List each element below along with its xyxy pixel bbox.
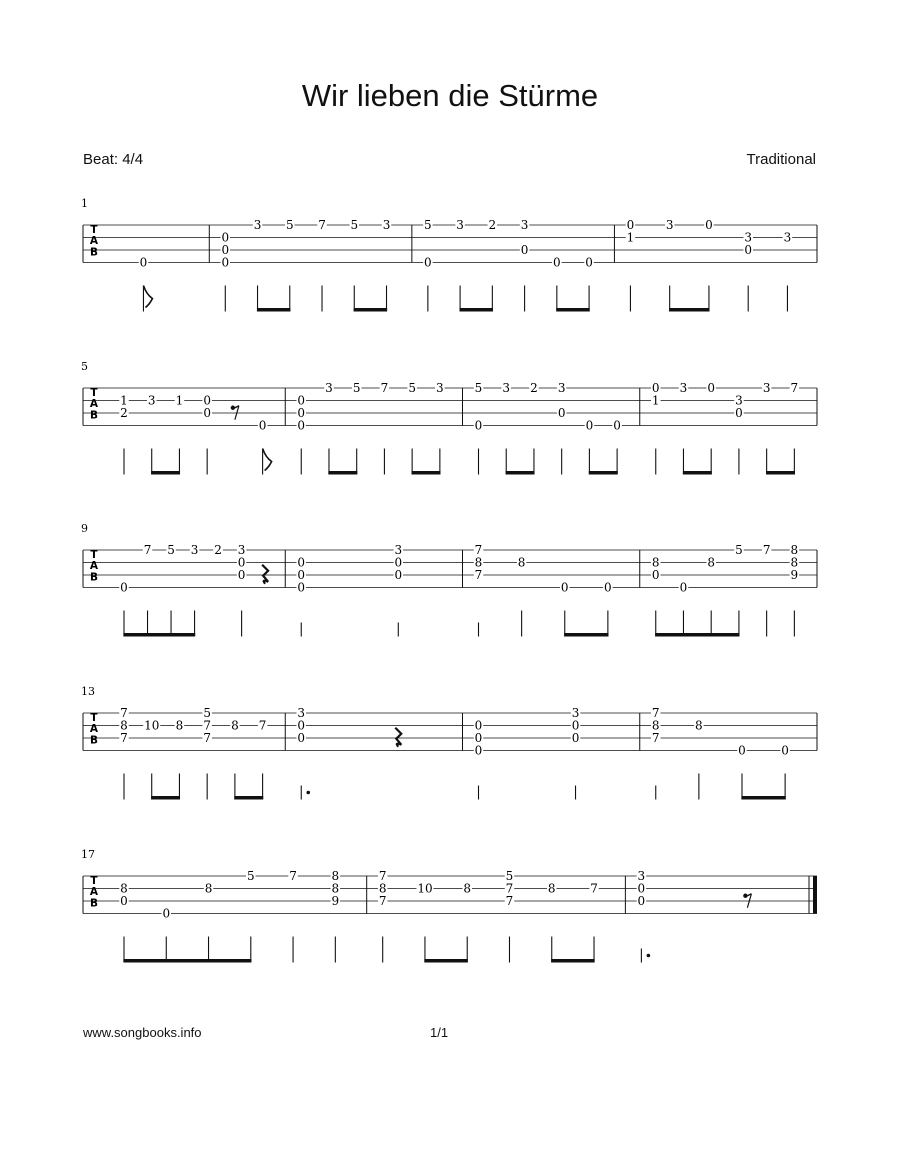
fret-number: 0: [651, 568, 660, 582]
fret-number: 5: [246, 869, 255, 883]
fret-number: 7: [143, 543, 152, 557]
eighth-flag-icon: [263, 449, 272, 471]
fret-number: 0: [571, 731, 580, 745]
note-beam: [556, 308, 589, 312]
fret-number: 1: [175, 393, 184, 408]
fret-number: 0: [221, 255, 230, 270]
fret-number: 0: [560, 580, 569, 595]
note-beam: [234, 796, 263, 800]
fret-number: 3: [665, 218, 674, 232]
fret-number: 0: [626, 218, 635, 232]
fret-number: 8: [547, 881, 556, 896]
footer-website: www.songbooks.info: [83, 1025, 202, 1040]
note-beam: [766, 471, 795, 475]
fret-number: 0: [474, 731, 483, 745]
tab-clef-letter: T: [90, 224, 98, 236]
fret-number: 0: [474, 718, 483, 733]
fret-number: 9: [331, 894, 340, 908]
time-signature-label: Beat: 4/4: [83, 151, 144, 168]
fret-number: 3: [297, 706, 306, 720]
fret-number: 7: [318, 218, 326, 232]
tab-clef-letter: B: [89, 734, 99, 747]
fret-number: 8: [463, 881, 472, 896]
note-beam: [669, 308, 709, 312]
tab-clef-letter: B: [89, 897, 99, 910]
note-beam: [354, 308, 387, 312]
fret-number: 0: [637, 894, 646, 908]
fret-number: 3: [571, 706, 580, 720]
fret-number: 0: [297, 406, 306, 420]
song-title: Wir lieben die Stürme: [301, 78, 599, 113]
tab-clef-letter: B: [89, 571, 99, 584]
tab-clef-letter: T: [90, 875, 98, 887]
fret-number: 0: [297, 580, 306, 595]
fret-number: 2: [214, 543, 222, 557]
fret-number: 3: [762, 381, 771, 395]
tab-clef-letter: A: [89, 723, 99, 736]
composer-label: Traditional: [746, 151, 816, 168]
fret-number: 7: [474, 543, 483, 557]
fret-number: 0: [520, 243, 529, 257]
fret-number: 0: [203, 393, 211, 408]
fret-number: 0: [297, 731, 306, 745]
fret-number: 7: [289, 869, 297, 883]
note-beam: [683, 471, 712, 475]
tab-clef-letter: B: [89, 409, 99, 422]
fret-number: 10: [144, 718, 160, 733]
fret-number: 0: [679, 580, 688, 595]
fret-number: 8: [120, 718, 128, 733]
note-beam: [424, 959, 467, 963]
tab-clef-letter: A: [89, 560, 99, 573]
fret-number: 0: [705, 218, 713, 232]
fret-number: 5: [424, 218, 432, 232]
fret-number: 3: [253, 218, 262, 232]
dot-icon: [647, 954, 651, 958]
fret-number: 7: [120, 706, 128, 720]
fret-number: 3: [557, 381, 566, 395]
fret-number: 2: [488, 218, 497, 232]
fret-number: 7: [474, 568, 483, 582]
fret-number: 3: [325, 381, 333, 395]
note-beam: [123, 959, 251, 963]
fret-number: 8: [695, 718, 703, 733]
tab-clef-letter: A: [89, 235, 99, 248]
note-beam: [151, 471, 180, 475]
tab-system: [81, 360, 817, 475]
fret-number: 7: [590, 881, 598, 896]
quarter-rest-icon: [262, 565, 268, 584]
note-beam: [328, 471, 357, 475]
fret-number: 0: [781, 743, 789, 758]
fret-number: 0: [557, 406, 566, 420]
fret-number: 5: [203, 706, 211, 720]
fret-number: 7: [651, 731, 660, 745]
fret-number: 8: [651, 555, 660, 570]
fret-number: 7: [203, 731, 211, 745]
fret-number: 5: [408, 381, 416, 395]
note-beam: [460, 308, 493, 312]
fret-number: 7: [378, 894, 387, 908]
note-beam: [741, 796, 785, 800]
fret-number: 0: [585, 255, 593, 270]
fret-number: 7: [505, 881, 514, 896]
fret-number: 3: [394, 543, 403, 557]
tab-system: [81, 197, 817, 312]
tab-system: [81, 685, 817, 800]
fret-number: 8: [331, 881, 340, 896]
fret-number: 3: [190, 543, 199, 557]
fret-number: 5: [474, 381, 483, 395]
fret-number: 3: [456, 218, 464, 232]
fret-number: 1: [120, 393, 128, 408]
fret-number: 10: [417, 881, 433, 896]
fret-number: 0: [297, 418, 306, 433]
note-beam: [655, 633, 739, 637]
fret-number: 0: [297, 555, 306, 570]
note-beam: [412, 471, 441, 475]
fret-number: 5: [350, 218, 359, 232]
fret-number: 0: [474, 418, 483, 433]
fret-number: 0: [162, 906, 171, 921]
fret-number: 0: [297, 718, 306, 733]
measure-number: 5: [81, 360, 88, 373]
tab-clef-letter: T: [90, 712, 98, 724]
fret-number: 3: [735, 393, 743, 408]
fret-number: 7: [380, 381, 389, 395]
fret-number: 0: [297, 568, 306, 582]
fret-number: 3: [436, 381, 444, 395]
fret-number: 0: [571, 718, 580, 733]
fret-number: 3: [502, 381, 511, 395]
fret-number: 7: [120, 731, 128, 745]
tab-clef-letter: B: [89, 246, 99, 259]
fret-number: 5: [735, 543, 743, 557]
footer-page-number: 1/1: [430, 1025, 449, 1040]
fret-number: 0: [637, 881, 646, 896]
fret-number: 3: [520, 218, 529, 232]
fret-number: 0: [651, 381, 660, 395]
fret-number: 0: [203, 406, 211, 420]
fret-number: 0: [738, 743, 746, 758]
fret-number: 0: [474, 743, 483, 758]
fret-number: 0: [424, 255, 432, 270]
fret-number: 7: [258, 718, 267, 733]
fret-number: 0: [139, 255, 148, 270]
note-beam: [564, 633, 608, 637]
fret-number: 8: [231, 718, 239, 733]
fret-number: 8: [204, 881, 213, 896]
fret-number: 3: [679, 381, 688, 395]
fret-number: 3: [637, 869, 646, 883]
tab-system: [81, 848, 817, 963]
fret-number: 0: [394, 555, 403, 570]
fret-number: 7: [762, 543, 771, 557]
fret-number: 5: [167, 543, 175, 557]
fret-number: 8: [331, 869, 340, 883]
measure-number: 1: [81, 197, 88, 210]
tab-clef-letter: A: [89, 398, 99, 411]
measure-number: 13: [81, 685, 95, 698]
fret-number: 8: [651, 718, 660, 733]
fret-number: 0: [553, 255, 561, 270]
fret-number: 0: [297, 393, 306, 408]
fret-number: 5: [285, 218, 294, 232]
note-beam: [151, 796, 180, 800]
note-beam: [123, 633, 195, 637]
tab-clef-letter: T: [90, 549, 98, 561]
fret-number: 0: [237, 568, 246, 582]
measure-number: 17: [81, 848, 95, 861]
fret-number: 5: [352, 381, 361, 395]
fret-number: 3: [147, 393, 156, 408]
fret-number: 1: [651, 393, 660, 408]
note-beam: [506, 471, 535, 475]
fret-number: 0: [744, 243, 753, 257]
note-beam: [551, 959, 594, 963]
fret-number: 3: [744, 230, 753, 245]
fret-number: 0: [221, 230, 230, 245]
fret-number: 0: [613, 418, 621, 433]
fret-number: 3: [237, 543, 246, 557]
eighth-flag-icon: [143, 286, 152, 308]
fret-number: 7: [651, 706, 660, 720]
fret-number: 7: [378, 869, 387, 883]
fret-number: 7: [505, 894, 514, 908]
fret-number: 7: [790, 381, 799, 395]
tab-clef-letter: T: [90, 387, 98, 399]
fret-number: 8: [790, 543, 799, 557]
fret-number: 2: [120, 406, 128, 420]
fret-number: 0: [237, 555, 246, 570]
fret-number: 0: [120, 580, 128, 595]
note-beam: [589, 471, 618, 475]
fret-number: 8: [707, 555, 716, 570]
fret-number: 8: [790, 555, 799, 570]
fret-number: 8: [474, 555, 483, 570]
fret-number: 0: [735, 406, 743, 420]
fret-number: 1: [626, 230, 635, 245]
fret-number: 3: [382, 218, 391, 232]
measure-number: 9: [81, 522, 88, 535]
fret-number: 0: [258, 418, 267, 433]
fret-number: 0: [120, 894, 128, 908]
fret-number: 2: [530, 381, 538, 395]
fret-number: 0: [604, 580, 612, 595]
tab-clef-letter: A: [89, 886, 99, 899]
fret-number: 8: [517, 555, 526, 570]
quarter-rest-icon: [395, 728, 401, 747]
fret-number: 8: [120, 881, 128, 896]
fret-number: 8: [378, 881, 387, 896]
fret-number: 7: [203, 718, 211, 733]
fret-number: 3: [783, 230, 792, 245]
fret-number: 9: [790, 568, 799, 582]
fret-number: 8: [175, 718, 184, 733]
fret-number: 5: [505, 869, 514, 883]
fret-number: 0: [585, 418, 594, 433]
fret-number: 0: [707, 381, 716, 395]
fret-number: 0: [221, 243, 230, 257]
note-beam: [257, 308, 290, 312]
tab-system: [81, 522, 817, 637]
dot-icon: [306, 791, 310, 795]
fret-number: 0: [394, 568, 403, 582]
final-barline: [813, 876, 817, 914]
